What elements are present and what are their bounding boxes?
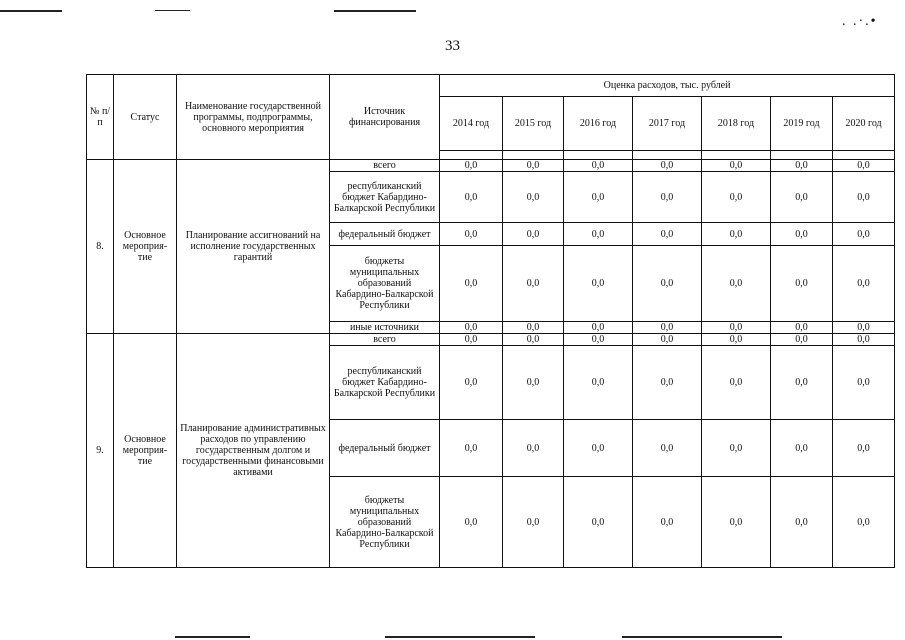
header-spacer-cell xyxy=(633,150,702,159)
expense-value: 0,0 xyxy=(440,346,503,420)
expense-value: 0,0 xyxy=(633,477,702,568)
expense-value: 0,0 xyxy=(633,346,702,420)
expense-value: 0,0 xyxy=(633,322,702,334)
header-status: Статус xyxy=(114,75,177,160)
header-year: 2017 год xyxy=(633,97,702,151)
expense-value: 0,0 xyxy=(564,420,633,477)
expense-value: 0,0 xyxy=(833,346,895,420)
expense-value: 0,0 xyxy=(771,223,833,246)
corner-marks: . .·.• xyxy=(842,14,878,29)
expense-value: 0,0 xyxy=(771,246,833,322)
top-scan-line-right xyxy=(334,10,416,12)
expense-value: 0,0 xyxy=(771,346,833,420)
header-year: 2019 год xyxy=(771,97,833,151)
expense-value: 0,0 xyxy=(633,334,702,346)
row-activity-name: Планирование административных расходов по управлению государственным долгом и государственными финансовыми активами xyxy=(177,334,330,568)
expense-value: 0,0 xyxy=(440,477,503,568)
expense-value: 0,0 xyxy=(503,477,564,568)
header-num: № п/п xyxy=(87,75,114,160)
funding-source: республиканский бюджет Кабардино-Балкарской Республики xyxy=(330,172,440,223)
header-year: 2014 год xyxy=(440,97,503,151)
header-spacer-cell xyxy=(702,150,771,159)
expense-value: 0,0 xyxy=(702,420,771,477)
row-number: 8. xyxy=(87,160,114,334)
table-row xyxy=(87,334,895,346)
funding-source: иные источники xyxy=(330,322,440,334)
expense-value: 0,0 xyxy=(771,322,833,334)
expense-value: 0,0 xyxy=(564,477,633,568)
expense-value: 0,0 xyxy=(771,477,833,568)
expense-value: 0,0 xyxy=(633,172,702,223)
expense-value: 0,0 xyxy=(833,223,895,246)
expense-value: 0,0 xyxy=(702,346,771,420)
header-spacer-cell xyxy=(833,150,895,159)
header-spacer-cell xyxy=(564,150,633,159)
header-name: Наименование государственной программы, подпрограммы, основного мероприятия xyxy=(177,75,330,160)
header-estimate: Оценка расходов, тыс. рублей xyxy=(440,75,895,97)
header-year: 2016 год xyxy=(564,97,633,151)
expense-value: 0,0 xyxy=(440,334,503,346)
funding-source: всего xyxy=(330,160,440,172)
expense-value: 0,0 xyxy=(503,420,564,477)
expense-value: 0,0 xyxy=(440,223,503,246)
expense-value: 0,0 xyxy=(702,223,771,246)
expense-value: 0,0 xyxy=(833,160,895,172)
expense-value: 0,0 xyxy=(440,246,503,322)
expense-value: 0,0 xyxy=(633,160,702,172)
row-activity-name: Планирование ассигнований на исполнение государственных гарантий xyxy=(177,160,330,334)
funding-source: республиканский бюджет Кабардино-Балкарской Республики xyxy=(330,346,440,420)
bottom-scan-line-3 xyxy=(622,636,782,638)
row-status: Основное мероприя-тие xyxy=(114,160,177,334)
header-spacer-cell xyxy=(771,150,833,159)
header-source: Источник финансирования xyxy=(330,75,440,160)
expense-value: 0,0 xyxy=(833,420,895,477)
page-number: 33 xyxy=(445,38,460,54)
expense-value: 0,0 xyxy=(702,334,771,346)
funding-source: бюджеты муниципальных образований Кабардино-Балкарской Республики xyxy=(330,246,440,322)
expense-value: 0,0 xyxy=(702,172,771,223)
expense-value: 0,0 xyxy=(633,223,702,246)
expense-value: 0,0 xyxy=(833,322,895,334)
expense-value: 0,0 xyxy=(564,246,633,322)
expense-value: 0,0 xyxy=(771,160,833,172)
row-status: Основное мероприя-тие xyxy=(114,334,177,568)
expense-value: 0,0 xyxy=(503,346,564,420)
expense-value: 0,0 xyxy=(503,322,564,334)
expense-value: 0,0 xyxy=(564,172,633,223)
expense-value: 0,0 xyxy=(702,160,771,172)
expense-value: 0,0 xyxy=(440,172,503,223)
expense-value: 0,0 xyxy=(440,420,503,477)
financing-table xyxy=(86,74,895,568)
expense-value: 0,0 xyxy=(503,246,564,322)
expense-value: 0,0 xyxy=(702,246,771,322)
header-spacer-cell xyxy=(503,150,564,159)
top-scan-line-left xyxy=(0,10,62,12)
table-row xyxy=(87,160,895,172)
expense-value: 0,0 xyxy=(503,172,564,223)
expense-value: 0,0 xyxy=(833,477,895,568)
funding-source: федеральный бюджет xyxy=(330,420,440,477)
expense-value: 0,0 xyxy=(771,172,833,223)
expense-value: 0,0 xyxy=(633,420,702,477)
expense-value: 0,0 xyxy=(564,160,633,172)
funding-source: всего xyxy=(330,334,440,346)
expense-value: 0,0 xyxy=(771,334,833,346)
expense-value: 0,0 xyxy=(833,334,895,346)
expense-value: 0,0 xyxy=(564,223,633,246)
expense-value: 0,0 xyxy=(702,477,771,568)
funding-source: федеральный бюджет xyxy=(330,223,440,246)
expense-value: 0,0 xyxy=(702,322,771,334)
funding-source: бюджеты муниципальных образований Кабардино-Балкарской Республики xyxy=(330,477,440,568)
row-number: 9. xyxy=(87,334,114,568)
header-year: 2015 год xyxy=(503,97,564,151)
expense-value: 0,0 xyxy=(771,420,833,477)
expense-value: 0,0 xyxy=(440,322,503,334)
header-year: 2020 год xyxy=(833,97,895,151)
expense-value: 0,0 xyxy=(564,322,633,334)
expense-value: 0,0 xyxy=(503,334,564,346)
expense-value: 0,0 xyxy=(833,172,895,223)
expense-value: 0,0 xyxy=(440,160,503,172)
expense-value: 0,0 xyxy=(833,246,895,322)
bottom-scan-line-2 xyxy=(385,636,535,638)
header-year: 2018 год xyxy=(702,97,771,151)
expense-value: 0,0 xyxy=(564,334,633,346)
header-spacer-cell xyxy=(440,150,503,159)
expense-value: 0,0 xyxy=(503,223,564,246)
bottom-scan-line-1 xyxy=(175,636,250,638)
expense-value: 0,0 xyxy=(503,160,564,172)
top-scan-line-mid xyxy=(155,10,190,11)
expense-value: 0,0 xyxy=(564,346,633,420)
expense-value: 0,0 xyxy=(633,246,702,322)
